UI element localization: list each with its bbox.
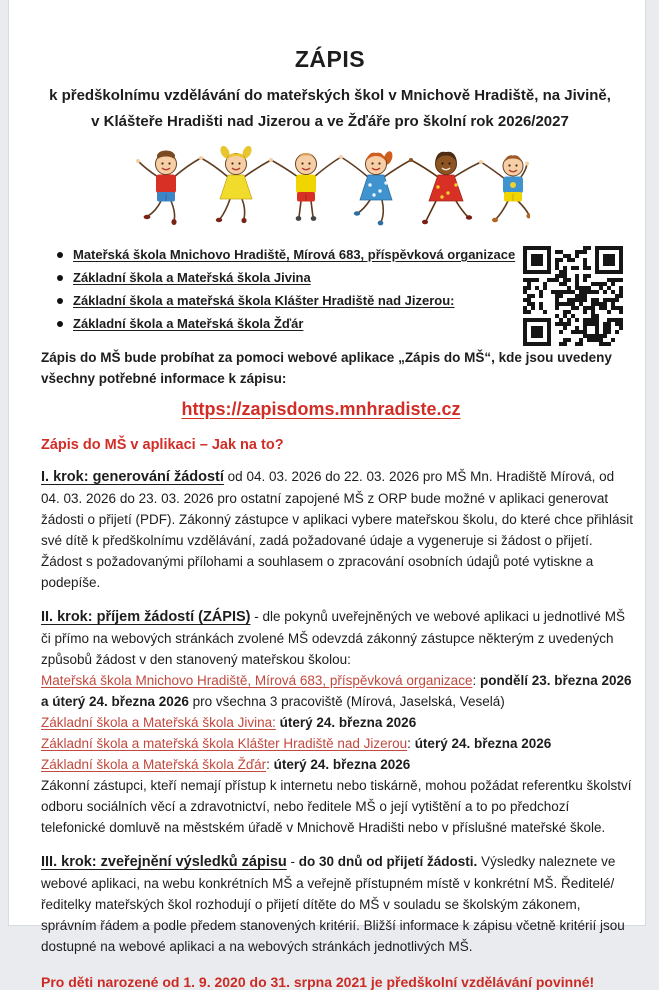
app-link-container: [41, 399, 601, 420]
schools-list: [41, 243, 531, 335]
bullet-icon: [57, 298, 63, 304]
document-page: [8, 0, 646, 990]
qr-code: [523, 246, 623, 346]
school-link[interactable]: Základní škola a Mateřská škola Žďár: [41, 757, 267, 772]
school-name: Základní škola a mateřská škola Klášter Hradiště nad Jizerou:: [73, 293, 455, 308]
school-name: Mateřská škola Mnichovo Hradiště, Mírová 683, příspěvková organizace: [73, 247, 516, 262]
schedule-row: [41, 670, 633, 712]
step2-paragraph: [41, 606, 633, 670]
enrollment-schedule: [41, 670, 633, 775]
subtitle-line-2: v Klášteře Hradišti nad Jizerou a ve Žďáře pro školní rok 2026/2027: [91, 113, 569, 130]
application-link[interactable]: https://zapisdoms.mnhradiste.cz: [181, 399, 461, 419]
bullet-icon: [57, 252, 63, 258]
schedule-row: [41, 733, 633, 754]
intro-paragraph: Zápis do MŠ bude probíhat za pomoci webové aplikace „Zápis do MŠ“, kde jsou uvedeny všechny potřebné informace k zápisu:: [41, 350, 612, 386]
schedule-date: úterý 24. března 2026: [279, 715, 417, 730]
school-link[interactable]: Základní škola a Mateřská škola Jivina:: [41, 715, 276, 730]
step3-heading: III. krok: zveřejnění výsledků zápisu: [41, 854, 287, 870]
page-subtitle: [41, 83, 619, 135]
separator: :: [407, 736, 415, 751]
step2-text: - dle pokynů uveřejněných ve webové aplikaci u jednotlivé MŠ či přímo na webových stránkách zvolené MŠ odevzdá zákonný zástupce některým z uvedených způsobů žádost v den stanovený mateřskou školou:: [41, 609, 625, 667]
step3-deadline: do 30 dnů od přijetí žádosti.: [298, 854, 478, 869]
bullet-icon: [57, 275, 63, 281]
children-illustration: [41, 143, 619, 229]
mandatory-education-notice: Pro děti narozené od 1. 9. 2020 do 31. srpna 2021 je předškolní vzdělávání povinné!: [41, 974, 595, 990]
bullet-icon: [57, 321, 63, 327]
school-name: Základní škola a Mateřská škola Žďár: [73, 316, 304, 331]
separator: :: [266, 757, 274, 772]
step1-text: od 04. 03. 2026 do 22. 03. 2026 pro MŠ Mn. Hradiště Mírová, od 04. 03. 2026 do 23. 03. 2026 pro ostatní zapojené MŠ z ORP bude možné v aplikaci generovat žádosti o přijetí (PDF). Zákonný zástupce v aplikaci vybere mateřskou školu, do které chce přihlásit své dítě k předškolnímu vzdělávání, zadá požadované údaje a vygeneruje si žádost o přijetí. Žádost s požadovanými přílohami a souhlasem o zpracování osobních údajů poté vytiskne a podepíše.: [41, 469, 634, 590]
schedule-row: [41, 712, 633, 733]
list-item: [41, 243, 531, 266]
step2-heading: II. krok: příjem žádostí (ZÁPIS): [41, 609, 251, 625]
howto-heading: Zápis do MŠ v aplikaci – Jak na to?: [41, 437, 284, 453]
school-name: Základní škola a Mateřská škola Jivina: [73, 270, 311, 285]
schedule-date: pondělí 23. března 2026 a úterý 24. března 2026: [41, 673, 632, 709]
list-item: [41, 312, 531, 335]
schedule-note: pro všechna 3 pracoviště (Mírová, Jaselská, Veselá): [188, 694, 505, 709]
schedule-date: úterý 24. března 2026: [273, 757, 411, 772]
schedule-row: [41, 754, 633, 775]
subtitle-line-1: k předškolnímu vzdělávání do mateřských škol v Mnichově Hradiště, na Jivině,: [49, 87, 611, 104]
list-item: [41, 266, 531, 289]
step1-paragraph: [41, 466, 633, 593]
step1-heading: I. krok: generování žádostí: [41, 469, 224, 485]
page-title: ZÁPIS: [294, 46, 366, 72]
step3-paragraph: [41, 851, 633, 957]
step3-text: Výsledky naleznete ve webové aplikaci, na webu konkrétních MŠ a veřejně přístupném místě v konkrétní MŠ. Ředitelé/ředitelky mateřských škol rozhodují o přijetí dítěte do MŠ v souladu se školským zákonem, správním řádem a podle předem stanovených kritérií. Bližší informace k zápisu včetně kritérií jsou dostupné na webové aplikaci a na webových stránkách jednotlivých MŠ.: [41, 854, 625, 954]
separator: :: [472, 673, 480, 688]
school-link[interactable]: Základní škola a mateřská škola Klášter Hradiště nad Jizerou: [41, 736, 408, 751]
dash: -: [286, 854, 299, 869]
list-item: [41, 289, 531, 312]
document-content: [9, 46, 645, 990]
no-internet-paragraph: Zákonní zástupci, kteří nemají přístup k internetu nebo tiskárně, mohou požádat referentku školství odboru sociálních věcí a zdravotnictví, nebo ředitele MŠ o její vytištění a to po předchozí telefonické domluvě na městském úřadě v Mnichově Hradišti nebo v příslušné mateřské škole.: [41, 778, 632, 835]
school-link[interactable]: Mateřská škola Mnichovo Hradiště, Mírová 683, příspěvková organizace: [41, 673, 473, 688]
schedule-date: úterý 24. března 2026: [414, 736, 552, 751]
